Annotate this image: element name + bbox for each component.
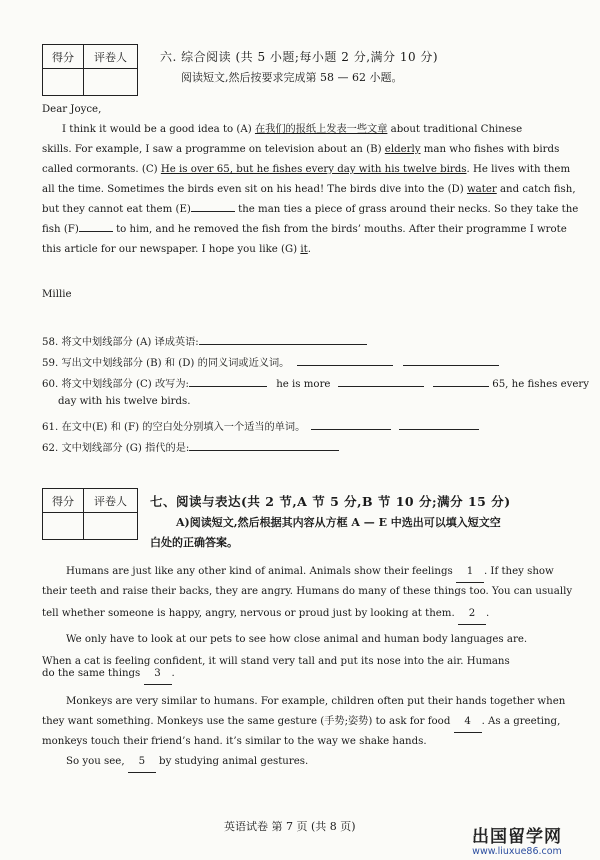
question-60: 60. 将文中划线部分 (C) 改写为: he is more 65, he fishes every	[42, 375, 589, 390]
blank-f	[79, 221, 113, 232]
question-58: 58. 将文中划线部分 (A) 译成英语:	[42, 333, 367, 348]
section-six-title: 六. 综合阅读 (共 5 小题;每小题 2 分,满分 10 分)	[160, 50, 439, 64]
letter-signature: Millie	[42, 289, 72, 300]
passage-line: tell whether someone is happy, angry, nervous or proud just by looking at them. 2 .	[42, 604, 489, 625]
underline-b: elderly	[384, 144, 421, 155]
passage-line: Humans are just like any other kind of animal. Animals show their feelings 1 . If they show	[66, 562, 554, 583]
underline-c: He is over 65, but he fishes every day with his twelve birds	[160, 164, 467, 175]
answer-line	[311, 419, 391, 430]
grader-label: 评卷人	[84, 489, 138, 513]
letter-line: fish (F) to him, and he removed the fish from the birds’ mouths. After their programme I wrote	[42, 220, 567, 240]
question-61: 61. 在文中(E) 和 (F) 的空白处分别填入一个适当的单词。	[42, 418, 479, 433]
score-label: 得分	[43, 489, 84, 513]
letter-line: all the time. Sometimes the birds even sit on his head! The birds dive into the (D) water and catch fish,	[42, 184, 576, 195]
passage-line: Monkeys are very similar to humans. For example, children often put their hands together when	[66, 696, 566, 707]
section-seven-instruction-cont: 白处的正确答案。	[150, 536, 238, 549]
passage-line: We only have to look at our pets to see how close animal and human body languages are.	[66, 634, 528, 645]
site-watermark	[472, 822, 562, 857]
answer-line	[403, 355, 499, 366]
blank-4: 4	[454, 712, 482, 733]
passage-line: do the same things 3 .	[42, 664, 175, 685]
underline-a: 在我们的报纸上发表一些文章	[254, 124, 388, 135]
answer-line	[189, 440, 339, 451]
letter-line: this article for our newspaper. I hope you like (G) it.	[42, 244, 311, 255]
answer-line	[189, 376, 267, 387]
underline-d: water	[466, 184, 497, 195]
score-label: 得分	[43, 45, 84, 69]
passage-line: When a cat is feeling confident, it will stand very tall and put its nose into the air. Humans	[42, 656, 510, 667]
page-footer: 英语试卷 第 7 页 (共 8 页)	[224, 820, 356, 833]
answer-line	[199, 334, 367, 345]
grader-cell	[84, 513, 138, 540]
blank-2: 2	[458, 604, 486, 625]
passage-line: their teeth and raise their backs, they are angry. Humans do many of these things too. You can usually	[42, 586, 573, 597]
grader-cell	[84, 69, 138, 96]
blank-5: 5	[128, 752, 156, 773]
letter-line: I think it would be a good idea to (A) 在我们的报纸上发表一些文章 about traditional Chinese	[62, 124, 523, 135]
score-cell	[43, 513, 84, 540]
passage-line: So you see, 5 by studying animal gestures.	[66, 752, 308, 773]
answer-line	[297, 355, 393, 366]
underline-g: it	[300, 244, 308, 255]
letter-line: called cormorants. (C) He is over 65, but he fishes every day with his twelve birds. He lives with them	[42, 164, 571, 175]
answer-line	[399, 419, 479, 430]
letter-line: skills. For example, I saw a programme on television about an (B) elderly man who fishes with birds	[42, 144, 560, 155]
answer-line	[433, 376, 489, 387]
answer-line	[338, 376, 424, 387]
section-seven-instruction: A)阅读短文,然后根据其内容从方框 A — E 中选出可以填入短文空	[176, 516, 501, 529]
letter-greeting: Dear Joyce,	[42, 104, 102, 115]
passage-line: monkeys touch their friend’s hand. it’s similar to the way we shake hands.	[42, 736, 427, 747]
blank-3: 3	[144, 664, 172, 685]
score-box-six	[42, 44, 138, 96]
score-box-seven	[42, 488, 138, 540]
letter-line: but they cannot eat them (E) the man ties a piece of grass around their necks. So they take the	[42, 200, 578, 220]
score-cell	[43, 69, 84, 96]
grader-label: 评卷人	[84, 45, 138, 69]
question-60-cont: day with his twelve birds.	[58, 396, 191, 407]
question-59: 59. 写出文中划线部分 (B) 和 (D) 的同义词或近义词。	[42, 354, 499, 369]
watermark-cn: 出国留学网	[472, 827, 562, 847]
question-62: 62. 文中划线部分 (G) 指代的是:	[42, 439, 339, 454]
section-seven-title: 七、阅读与表达(共 2 节,A 节 5 分,B 节 10 分;满分 15 分)	[150, 494, 511, 509]
blank-e	[191, 201, 235, 212]
blank-1: 1	[456, 562, 484, 583]
passage-line: they want something. Monkeys use the same gesture (手势;姿势) to ask for food 4 . As a greeting,	[42, 712, 560, 733]
watermark-url: www.liuxue86.com	[472, 846, 562, 857]
section-six-instruction: 阅读短文,然后按要求完成第 58 — 62 小题。	[181, 71, 403, 84]
